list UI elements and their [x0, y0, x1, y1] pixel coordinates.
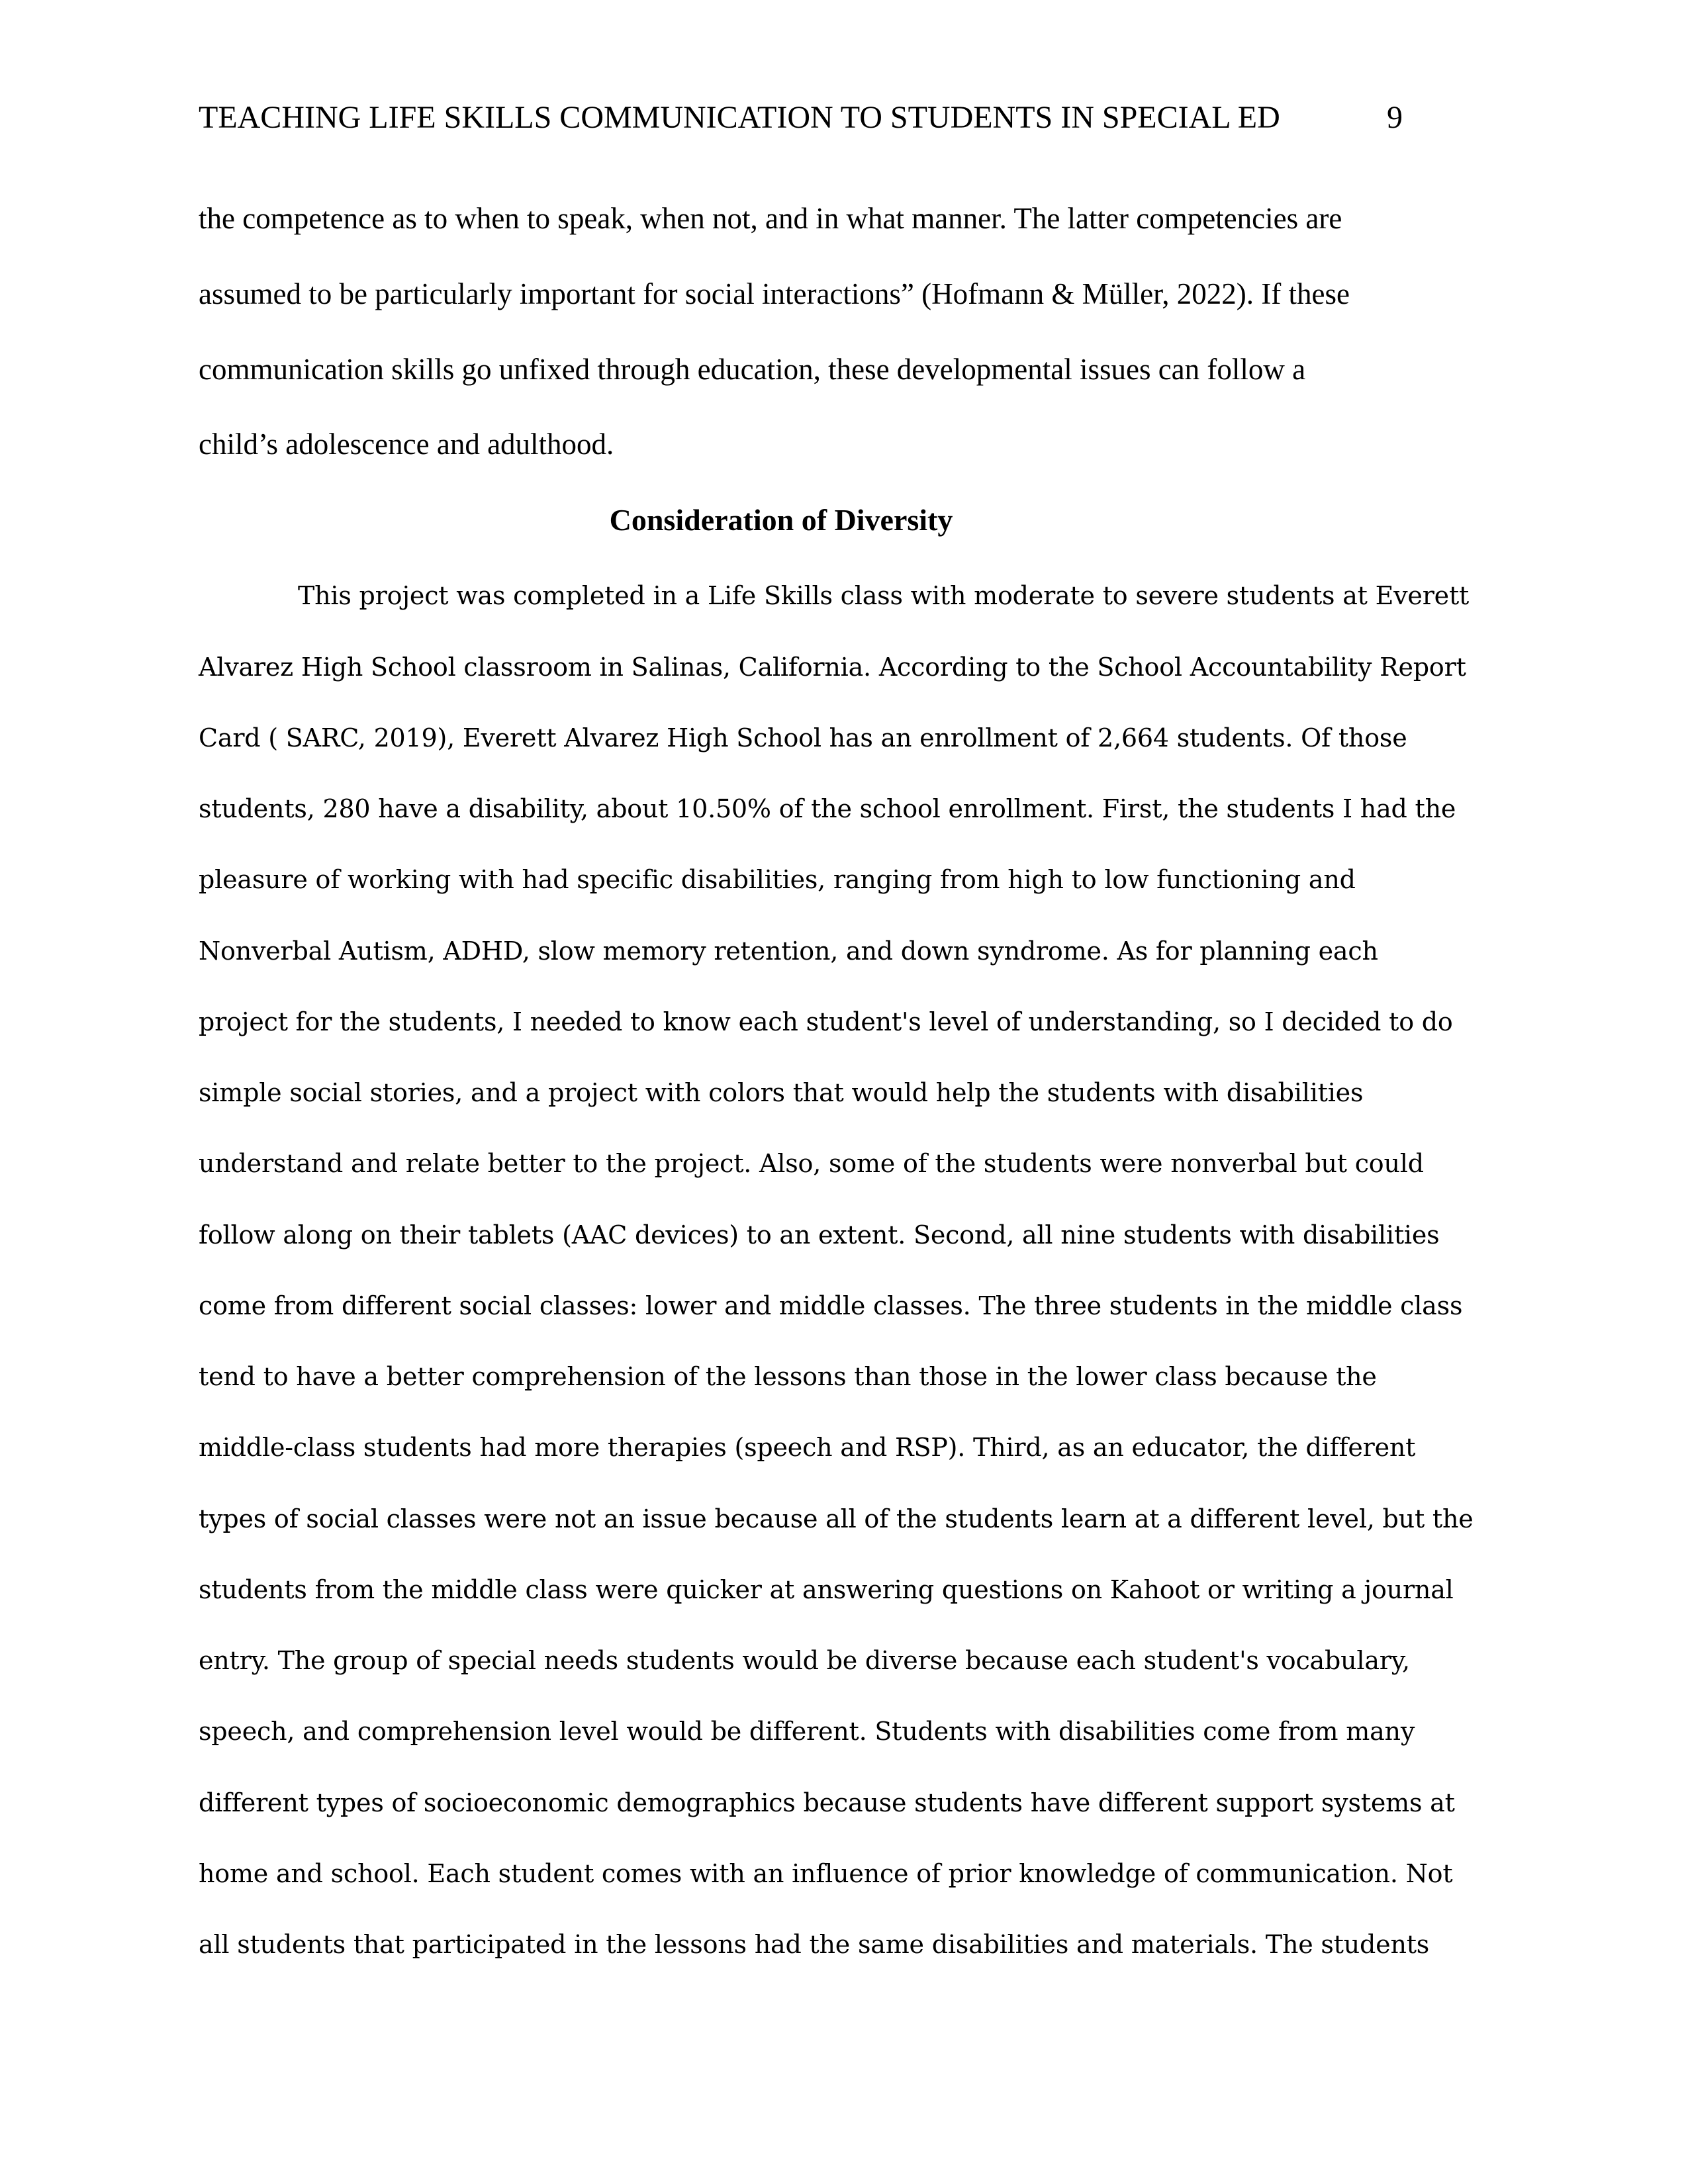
paragraph-line: understand and relate better to the project. Also, some of the students were nonverbal but could	[199, 1149, 1424, 1178]
paragraph-line: Alvarez High School classroom in Salinas, California. According to the School Accountability Report	[199, 653, 1466, 682]
paragraph-line: speech, and comprehension level would be different. Students with disabilities come from many	[199, 1717, 1415, 1746]
paragraph-line: come from different social classes: lower and middle classes. The three students in the middle class	[199, 1291, 1463, 1320]
paragraph-line: tend to have a better comprehension of the lessons than those in the lower class because the	[199, 1362, 1377, 1391]
running-head	[199, 98, 1410, 138]
paragraph-line: home and school. Each student comes with an influence of prior knowledge of communication. Not	[199, 1859, 1453, 1888]
intro-line: communication skills go unfixed through education, these developmental issues can follow a	[199, 353, 1306, 386]
paragraph-line: middle-class students had more therapies (speech and RSP). Third, as an educator, the different	[199, 1433, 1416, 1462]
paragraph-line: This project was completed in a Life Skills class with moderate to severe students at Everett	[298, 581, 1470, 610]
paragraph-line: simple social stories, and a project with colors that would help the students with disabilities	[199, 1078, 1364, 1107]
paragraph-line: students, 280 have a disability, about 10.50% of the school enrollment. First, the students I had the	[199, 794, 1456, 823]
intro-line: assumed to be particularly important for social interactions” (Hofmann & Müller, 2022). If these	[199, 277, 1350, 310]
paragraph-line: follow along on their tablets (AAC devices) to an extent. Second, all nine students with disabilities	[199, 1220, 1440, 1250]
paragraph-line: pleasure of working with had specific disabilities, ranging from high to low functioning and	[199, 865, 1356, 894]
page-number: 9	[1387, 100, 1403, 135]
paragraph-line: all students that participated in the lessons had the same disabilities and materials. The students	[199, 1930, 1430, 1959]
paragraph-line: Nonverbal Autism, ADHD, slow memory retention, and down syndrome. As for planning each	[199, 936, 1378, 966]
paragraph-line: Card ( SARC, 2019), Everett Alvarez High School has an enrollment of 2,664 students. Of those	[199, 723, 1407, 752]
section-heading: Consideration of Diversity	[609, 503, 953, 537]
paragraph-line: project for the students, I needed to know each student's level of understanding, so I decided to do	[199, 1007, 1453, 1036]
paragraph-line: types of social classes were not an issue because all of the students learn at a different level, but the	[199, 1504, 1474, 1533]
running-head-title: TEACHING LIFE SKILLS COMMUNICATION TO STUDENTS IN SPECIAL ED	[199, 100, 1280, 135]
paragraph-line: students from the middle class were quicker at answering questions on Kahoot or writing a journal	[199, 1575, 1454, 1604]
paragraph-line: different types of socioeconomic demographics because students have different support systems at	[199, 1788, 1455, 1817]
paragraph-line: entry. The group of special needs students would be diverse because each student's vocabulary,	[199, 1646, 1410, 1675]
intro-line: child’s adolescence and adulthood.	[199, 428, 614, 461]
intro-line: the competence as to when to speak, when not, and in what manner. The latter competencies are	[199, 202, 1342, 235]
